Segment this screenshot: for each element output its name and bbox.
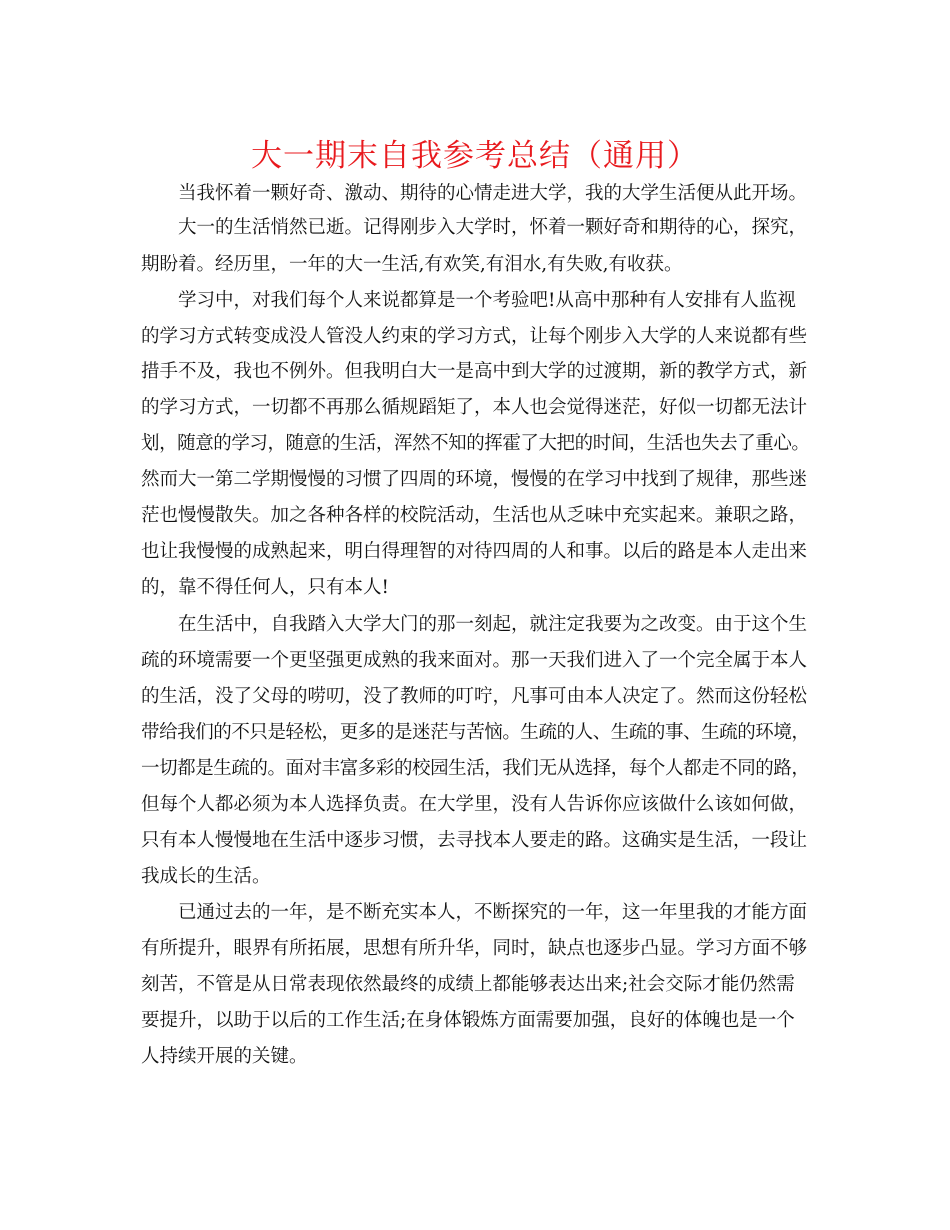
document-title: 大一期末自我参考总结（通用） <box>251 138 699 174</box>
text-line: 当我怀着一颗好奇、激动、期待的心情走进大学，我的大学生活便从此开场。 <box>178 183 808 204</box>
text-line: 已通过去的一年，是不断充实本人，不断探究的一年，这一年里我的才能方面 <box>178 902 808 923</box>
text-line: 我成长的生活。 <box>141 866 271 887</box>
text-line: 期盼着。经历里，一年的大一生活,有欢笑,有泪水,有失败,有收获。 <box>141 254 683 275</box>
text-line: 一切都是生疏的。面对丰富多彩的校园生活，我们无从选择，每个人都走不同的路， <box>141 758 810 779</box>
text-line: 要提升，以助于以后的工作生活;在身体锻炼方面需要加强，良好的体魄也是一个 <box>141 1010 795 1031</box>
text-line: 但每个人都必须为本人选择负责。在大学里，没有人告诉你应该做什么该如何做， <box>141 794 808 815</box>
text-line: 茫也慢慢散失。加之各种各样的校院活动，生活也从乏味中充实起来。兼职之路， <box>141 505 808 526</box>
text-line: 也让我慢慢的成熟起来，明白得理智的对待四周的人和事。以后的路是本人走出来 <box>141 541 808 562</box>
text-line: 在生活中，自我踏入大学大门的那一刻起，就注定我要为之改变。由于这个生 <box>178 614 808 635</box>
text-line: 学习中，对我们每个人来说都算是一个考验吧!从高中那种有人安排有人监视 <box>178 290 796 311</box>
text-line: 措手不及，我也不例外。但我明白大一是高中到大学的过渡期，新的教学方式，新 <box>141 361 808 382</box>
text-line: 的，靠不得任何人，只有本人! <box>141 577 389 598</box>
text-line: 只有本人慢慢地在生活中逐步习惯，去寻找本人要走的路。这确实是生活，一段让 <box>141 830 808 851</box>
text-line: 的学习方式转变成没人管没人约束的学习方式，让每个刚步入大学的人来说都有些 <box>141 326 808 347</box>
text-line: 大一的生活悄然已逝。记得刚步入大学时，怀着一颗好奇和期待的心，探究， <box>178 217 808 238</box>
text-line: 的学习方式，一切都不再那么循规蹈矩了，本人也会觉得迷茫，好似一切都无法计 <box>141 397 808 418</box>
text-line: 疏的环境需要一个更坚强更成熟的我来面对。那一天我们进入了一个完全属于本人 <box>141 650 808 671</box>
text-line: 人持续开展的关键。 <box>141 1046 308 1067</box>
text-line: 然而大一第二学期慢慢的习惯了四周的环境，慢慢的在学习中找到了规律，那些迷 <box>141 469 808 490</box>
text-line: 的生活，没了父母的唠叨，没了教师的叮咛，凡事可由本人决定了。然而这份轻松 <box>141 686 808 707</box>
text-line: 有所提升，眼界有所拓展，思想有所升华，同时，缺点也逐步凸显。学习方面不够 <box>141 938 808 959</box>
text-line: 带给我们的不只是轻松，更多的是迷茫与苦恼。生疏的人、生疏的事、生疏的环境， <box>141 722 810 743</box>
text-line: 划，随意的学习，随意的生活，浑然不知的挥霍了大把的时间，生活也失去了重心。 <box>141 433 810 454</box>
text-line: 刻苦，不管是从日常表现依然最终的成绩上都能够表达出来;社会交际才能仍然需 <box>141 974 795 995</box>
